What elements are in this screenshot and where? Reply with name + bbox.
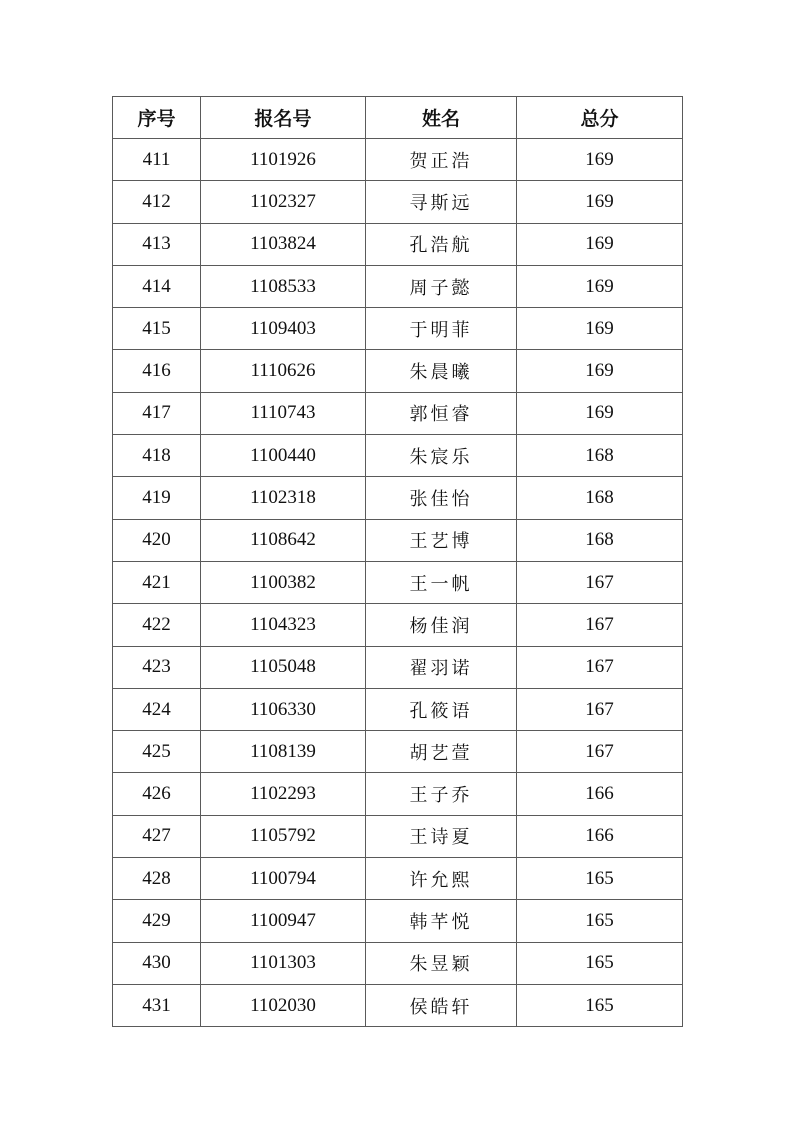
cell-name: 朱昱颖: [366, 942, 517, 984]
cell-seq: 417: [113, 392, 201, 434]
table-row: [113, 392, 683, 434]
table-row: [113, 984, 683, 1026]
cell-seq: 413: [113, 223, 201, 265]
cell-registration-number: 1101926: [201, 139, 366, 181]
cell-total-score: 165: [517, 900, 683, 942]
cell-name: 许允熙: [366, 858, 517, 900]
cell-total-score: 169: [517, 139, 683, 181]
table-row: [113, 477, 683, 519]
table-row: [113, 858, 683, 900]
cell-name: 王子乔: [366, 773, 517, 815]
cell-registration-number: 1108642: [201, 519, 366, 561]
cell-registration-number: 1105048: [201, 646, 366, 688]
cell-name: 于明菲: [366, 308, 517, 350]
cell-registration-number: 1102318: [201, 477, 366, 519]
cell-name: 朱晨曦: [366, 350, 517, 392]
cell-name: 王一帆: [366, 561, 517, 603]
cell-total-score: 166: [517, 815, 683, 857]
table-body: [113, 139, 683, 1027]
cell-registration-number: 1101303: [201, 942, 366, 984]
cell-name: 翟羽诺: [366, 646, 517, 688]
cell-registration-number: 1103824: [201, 223, 366, 265]
cell-name: 贺正浩: [366, 139, 517, 181]
cell-registration-number: 1100947: [201, 900, 366, 942]
cell-seq: 425: [113, 731, 201, 773]
cell-seq: 412: [113, 181, 201, 223]
cell-total-score: 169: [517, 392, 683, 434]
cell-seq: 421: [113, 561, 201, 603]
cell-seq: 420: [113, 519, 201, 561]
cell-seq: 415: [113, 308, 201, 350]
cell-registration-number: 1108139: [201, 731, 366, 773]
cell-total-score: 169: [517, 223, 683, 265]
cell-seq: 426: [113, 773, 201, 815]
table-row: [113, 265, 683, 307]
cell-name: 周子懿: [366, 265, 517, 307]
cell-seq: 424: [113, 688, 201, 730]
cell-seq: 411: [113, 139, 201, 181]
header-row: [113, 97, 683, 139]
cell-name: 王诗夏: [366, 815, 517, 857]
table-row: [113, 139, 683, 181]
cell-name: 杨佳润: [366, 604, 517, 646]
cell-registration-number: 1100794: [201, 858, 366, 900]
header-registration-number: 报名号: [201, 97, 366, 139]
table-row: [113, 519, 683, 561]
header-name: 姓名: [366, 97, 517, 139]
cell-seq: 418: [113, 435, 201, 477]
cell-seq: 428: [113, 858, 201, 900]
cell-registration-number: 1106330: [201, 688, 366, 730]
table-row: [113, 308, 683, 350]
cell-name: 王艺博: [366, 519, 517, 561]
table-row: [113, 942, 683, 984]
cell-name: 朱宸乐: [366, 435, 517, 477]
table-row: [113, 815, 683, 857]
cell-total-score: 167: [517, 646, 683, 688]
cell-total-score: 165: [517, 858, 683, 900]
cell-registration-number: 1102030: [201, 984, 366, 1026]
table-row: [113, 181, 683, 223]
cell-name: 胡艺萱: [366, 731, 517, 773]
cell-seq: 414: [113, 265, 201, 307]
cell-total-score: 169: [517, 350, 683, 392]
cell-registration-number: 1104323: [201, 604, 366, 646]
cell-name: 韩芊悦: [366, 900, 517, 942]
cell-name: 郭恒睿: [366, 392, 517, 434]
cell-registration-number: 1102327: [201, 181, 366, 223]
cell-registration-number: 1105792: [201, 815, 366, 857]
cell-total-score: 167: [517, 561, 683, 603]
cell-total-score: 167: [517, 731, 683, 773]
cell-name: 张佳怡: [366, 477, 517, 519]
cell-name: 孔筱语: [366, 688, 517, 730]
table-row: [113, 773, 683, 815]
cell-total-score: 168: [517, 519, 683, 561]
cell-registration-number: 1110626: [201, 350, 366, 392]
table-row: [113, 731, 683, 773]
cell-seq: 422: [113, 604, 201, 646]
score-table: [112, 96, 683, 1027]
cell-registration-number: 1100382: [201, 561, 366, 603]
table-header: [113, 97, 683, 139]
cell-seq: 416: [113, 350, 201, 392]
cell-seq: 423: [113, 646, 201, 688]
cell-name: 寻斯远: [366, 181, 517, 223]
cell-registration-number: 1100440: [201, 435, 366, 477]
cell-total-score: 169: [517, 265, 683, 307]
table-row: [113, 688, 683, 730]
cell-seq: 430: [113, 942, 201, 984]
header-total-score: 总分: [517, 97, 683, 139]
cell-total-score: 167: [517, 688, 683, 730]
cell-seq: 431: [113, 984, 201, 1026]
cell-total-score: 169: [517, 308, 683, 350]
cell-total-score: 169: [517, 181, 683, 223]
cell-seq: 419: [113, 477, 201, 519]
table-row: [113, 646, 683, 688]
cell-name: 侯皓轩: [366, 984, 517, 1026]
table-row: [113, 350, 683, 392]
cell-seq: 429: [113, 900, 201, 942]
cell-total-score: 168: [517, 477, 683, 519]
cell-name: 孔浩航: [366, 223, 517, 265]
table-row: [113, 604, 683, 646]
table-row: [113, 435, 683, 477]
cell-registration-number: 1109403: [201, 308, 366, 350]
header-seq: 序号: [113, 97, 201, 139]
cell-total-score: 166: [517, 773, 683, 815]
table-row: [113, 900, 683, 942]
cell-total-score: 168: [517, 435, 683, 477]
cell-registration-number: 1110743: [201, 392, 366, 434]
table-row: [113, 223, 683, 265]
cell-registration-number: 1102293: [201, 773, 366, 815]
table-row: [113, 561, 683, 603]
cell-total-score: 167: [517, 604, 683, 646]
cell-total-score: 165: [517, 942, 683, 984]
cell-total-score: 165: [517, 984, 683, 1026]
cell-seq: 427: [113, 815, 201, 857]
cell-registration-number: 1108533: [201, 265, 366, 307]
